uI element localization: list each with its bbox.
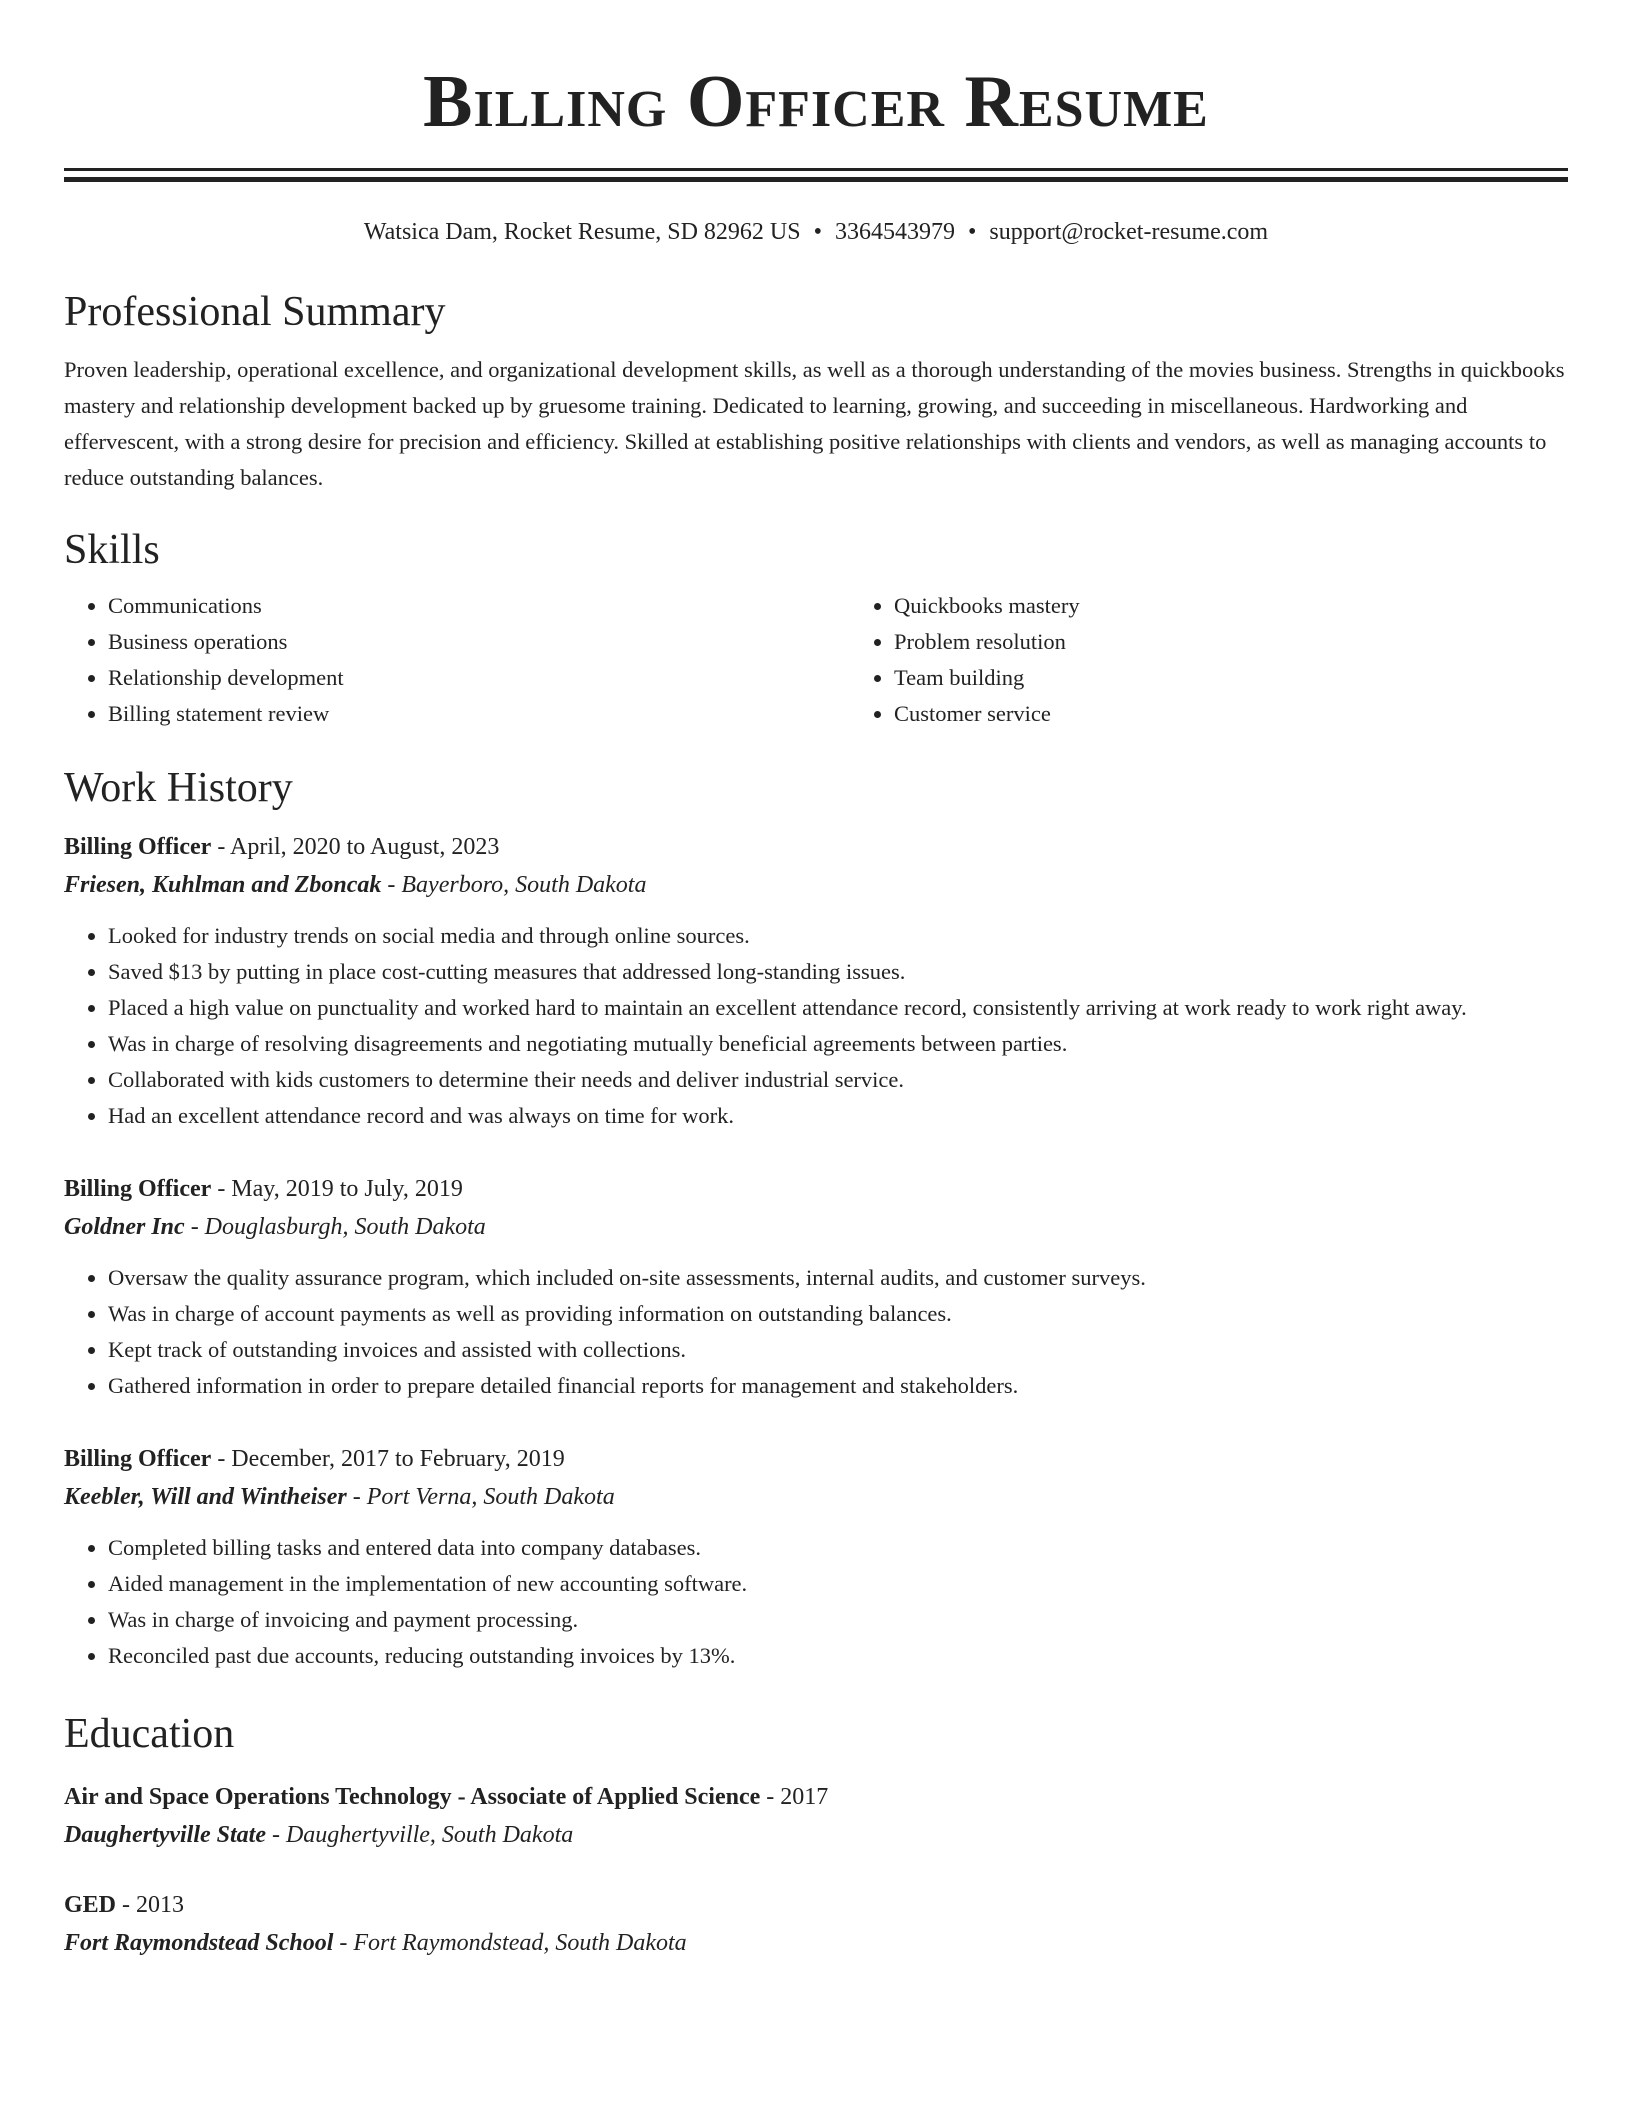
title-rule-thick [64,177,1568,182]
contact-line [64,216,1568,248]
job-title-line [64,1170,1568,1208]
skill-item: • Quickbooks mastery [894,588,1632,624]
job-entry [64,1170,1568,1404]
education-entry [64,1778,1568,1854]
job-bullet: • Had an excellent attendance record and was always on time for work. [108,1098,1568,1134]
skill-item: • Business operations [108,624,850,660]
degree-line [64,1778,1568,1816]
contact-email: support@rocket-resume.com [989,219,1269,245]
job-bullet: • Was in charge of resolving disagreements and negotiating mutually beneficial agreements between parties. [108,1026,1568,1062]
job-bullet: • Gathered information in order to prepare detailed financial reports for management and stakeholders. [108,1368,1568,1404]
job-bullets [64,1530,1568,1674]
education-heading: Education [64,1711,235,1757]
skill-item: • Relationship development [108,660,850,696]
skills-column-left [64,588,850,732]
company-name: Friesen, Kuhlman and Zboncak [64,872,382,898]
school-name: Daughertyville State [64,1822,266,1848]
summary-heading: Professional Summary [64,289,446,335]
degree-year: - 2013 [116,1892,185,1918]
skill-item: • Customer service [894,696,1632,732]
degree-name: GED [64,1892,117,1918]
company-line [64,1478,1568,1516]
summary-text: Proven leadership, operational excellence, and organizational development skills, as well as a thorough understanding of the movies business. Strengths in quickbooks mastery and relationship development backed up by gruesome training. Dedicated to learning, growing, and succeeding in miscellaneous. Hardworking and effervescent, with a strong desire for precision and efficiency. Skilled at establishing positive relationships with clients and vendors, as well as managing accounts to reduce outstanding balances. [64,357,1565,490]
job-bullet: • Aided management in the implementation of new accounting software. [108,1566,1568,1602]
job-bullet: • Placed a high value on punctuality and worked hard to maintain an excellent attendance record, consistently arriving at work ready to work right away. [108,990,1568,1026]
school-line [64,1816,1568,1854]
company-line [64,1208,1568,1246]
contact-separator: • [968,219,977,245]
skills-column-right [850,588,1632,732]
skill-item: • Billing statement review [108,696,850,732]
company-name: Goldner Inc [64,1214,185,1240]
job-title: Billing Officer [64,1176,212,1202]
skills-heading: Skills [64,527,160,573]
job-bullets [64,918,1568,1134]
job-bullet: • Was in charge of invoicing and payment processing. [108,1602,1568,1638]
school-location: - Daughertyville, South Dakota [265,1822,574,1848]
school-location: - Fort Raymondstead, South Dakota [333,1930,687,1956]
company-location: - Bayerboro, South Dakota [381,872,647,898]
contact-phone: 3364543979 [835,219,955,245]
job-dates: - April, 2020 to August, 2023 [211,834,500,860]
contact-address: Watsica Dam, Rocket Resume, SD 82962 US [363,219,801,245]
school-line [64,1924,1568,1962]
degree-name: Air and Space Operations Technology - Associate of Applied Science [64,1784,761,1810]
education-entry [64,1886,1568,1962]
job-entry [64,828,1568,1134]
page-title: Billing Officer Resume [423,61,1209,143]
title-rule-thin [64,168,1568,171]
company-location: - Douglasburgh, South Dakota [184,1214,486,1240]
job-title: Billing Officer [64,834,212,860]
skill-item: • Team building [894,660,1632,696]
degree-year: - 2017 [760,1784,829,1810]
job-bullets [64,1260,1568,1404]
company-line [64,866,1568,904]
work-history-heading: Work History [64,765,293,811]
job-dates: - December, 2017 to February, 2019 [211,1446,565,1472]
job-bullet: • Completed billing tasks and entered data into company databases. [108,1530,1568,1566]
company-location: - Port Verna, South Dakota [346,1484,615,1510]
job-title-line [64,1440,1568,1478]
job-bullet: • Reconciled past due accounts, reducing outstanding invoices by 13%. [108,1638,1568,1674]
job-bullet: • Looked for industry trends on social media and through online sources. [108,918,1568,954]
job-title: Billing Officer [64,1446,212,1472]
job-bullet: • Saved $13 by putting in place cost-cutting measures that addressed long-standing issues. [108,954,1568,990]
skills-list [64,588,1568,732]
contact-separator: • [813,219,822,245]
school-name: Fort Raymondstead School [64,1930,334,1956]
skill-item: • Communications [108,588,850,624]
job-bullet: • Collaborated with kids customers to determine their needs and deliver industrial service. [108,1062,1568,1098]
degree-line [64,1886,1568,1924]
job-bullet: • Was in charge of account payments as well as providing information on outstanding balances. [108,1296,1568,1332]
skill-item: • Problem resolution [894,624,1632,660]
job-bullet: • Oversaw the quality assurance program, which included on-site assessments, internal audits, and customer surveys. [108,1260,1568,1296]
job-bullet: • Kept track of outstanding invoices and assisted with collections. [108,1332,1568,1368]
job-dates: - May, 2019 to July, 2019 [211,1176,463,1202]
job-title-line [64,828,1568,866]
company-name: Keebler, Will and Wintheiser [64,1484,347,1510]
job-entry [64,1440,1568,1674]
